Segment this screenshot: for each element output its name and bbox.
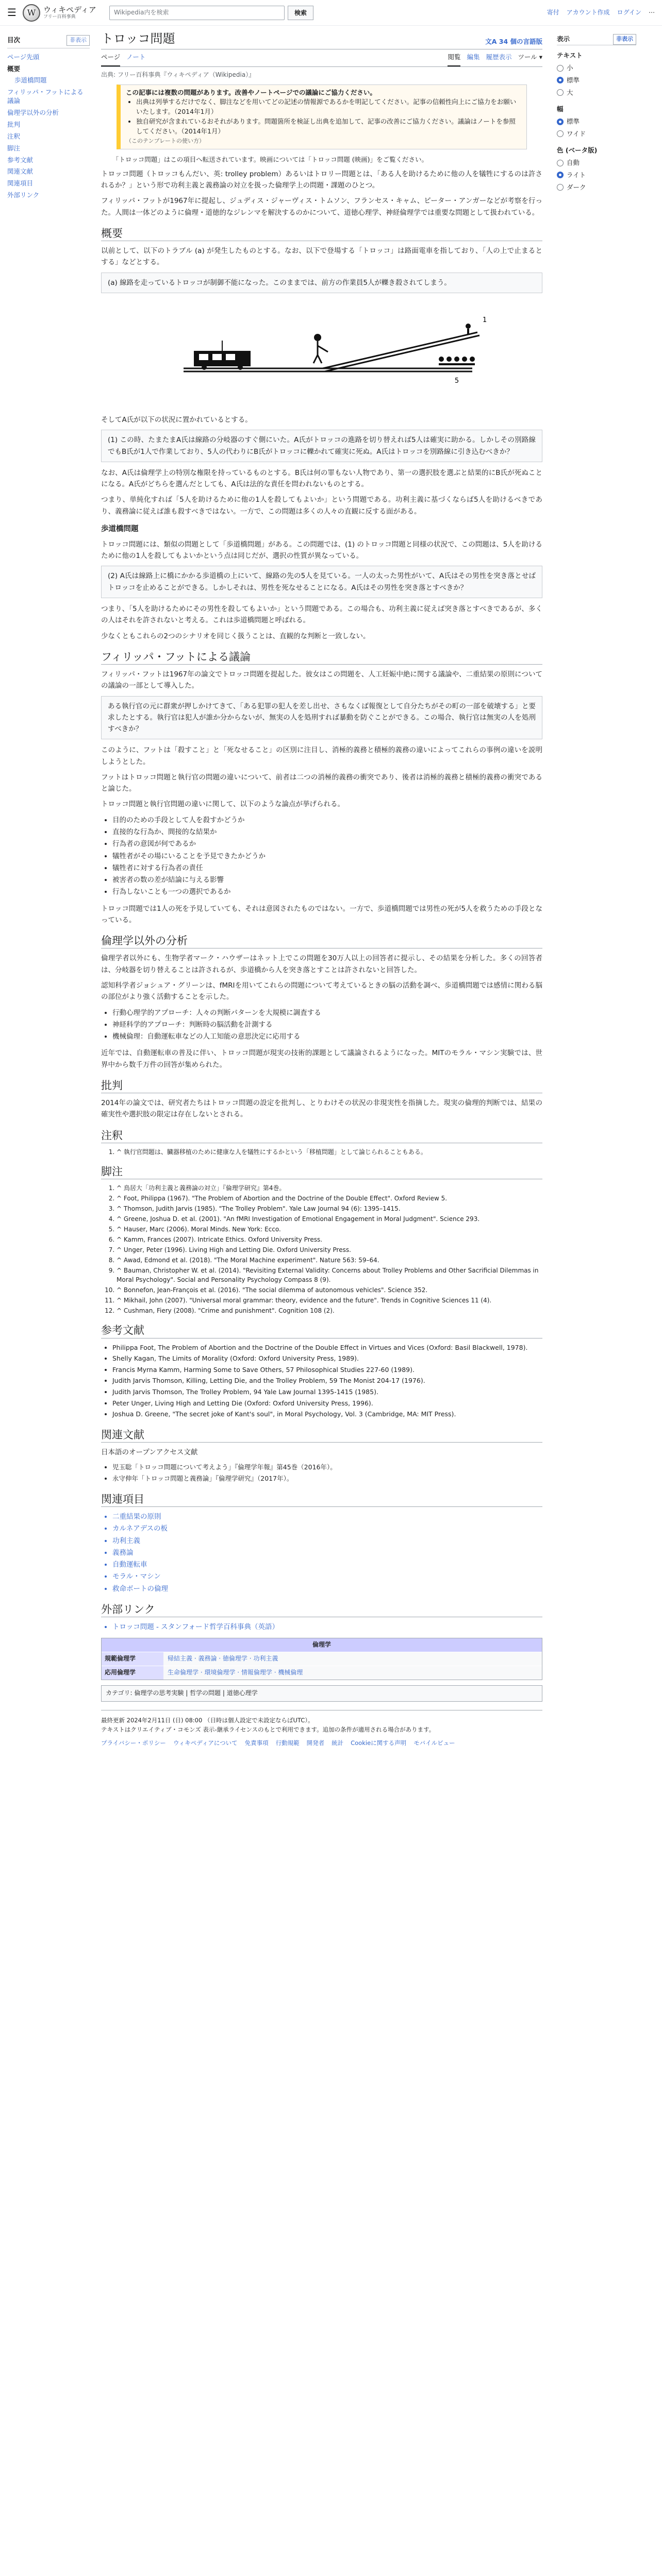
track-branch — [323, 332, 479, 371]
navbox-label: 応用倫理学 — [102, 1666, 163, 1680]
page-title: トロッコ問題 — [101, 31, 175, 46]
footer-link[interactable]: ウィキペディアについて — [173, 1739, 238, 1747]
heading-notes: 注釈 — [101, 1129, 542, 1143]
heading-footbridge: 歩道橋問題 — [101, 525, 139, 534]
appearance-title: 表示 — [557, 35, 570, 43]
paragraph: つまり、単純化すれば「5人を助けるために他の1人を殺してもよいか」という問題である。功利主義に基づくならば5人を助けるべきであり、義務論に従えば誰も殺すべきではない。一方で、この問題は多くの人々の直観に反する面がある。 — [101, 496, 542, 516]
table-of-contents — [7, 26, 90, 1748]
toc-title: 目次 — [7, 36, 21, 44]
main-menu-icon[interactable]: ☰ — [7, 6, 16, 19]
license-text: テキストはクリエイティブ・コモンズ 表示-継承ライセンスのもとで利用できます。追加の条件が適用される場合があります。 — [101, 1726, 435, 1734]
radio-icon[interactable] — [557, 130, 564, 137]
external-links-list — [101, 1621, 542, 1633]
paragraph: つまり、「5人を助けるためにその男性を殺してもよいか」という問題である。この場合も、功利主義に従えば突き落とすべきであるが、多くの人はそれを許されないと考える。これは歩道橋問題と呼ばれる。 — [101, 605, 542, 625]
radio-option[interactable] — [557, 74, 636, 87]
related-link[interactable]: • 自動運転車 — [112, 1559, 542, 1570]
footer-link[interactable]: Cookieに関する声明 — [351, 1739, 407, 1747]
language-button[interactable]: 文A 34 個の言語版 — [485, 37, 542, 45]
toc-item[interactable]: ページ先頭 — [7, 53, 40, 61]
reference-item: 4. ^ Greene, Joshua D. et al. (2001). "An fMRI Investigation of Emotional Engagement in Moral Judgment". Science 293. — [117, 1214, 542, 1224]
list-item: • 被害者の数の差が結論に与える影響 — [112, 874, 542, 886]
radio-label: ダーク — [567, 183, 586, 191]
list-item: • 直接的な行為か、間接的な結果か — [112, 826, 542, 838]
issue-notice-title: この記事には複数の問題があります。改善やノートページでの議論にご協力ください。 — [126, 88, 376, 96]
radio-option[interactable] — [557, 157, 636, 169]
bibliography-item: • Peter Unger, Living High and Letting Die (Oxford: Oxford University Press, 1996). — [112, 1398, 542, 1409]
reference-item: 8. ^ Awad, Edmond et al. (2018). "The Moral Machine experiment". Nature 563: 59–64. — [117, 1256, 542, 1265]
toc-hide-button[interactable]: 非表示 — [67, 35, 90, 46]
page-footer — [101, 1710, 542, 1748]
radio-label: 標準 — [567, 76, 580, 84]
reference-item: 10. ^ Bonnefon, Jean-François et al. (2016). "The social dilemma of autonomous vehicles". Science 352. — [117, 1285, 542, 1295]
footer-links — [101, 1738, 542, 1748]
radio-icon[interactable] — [557, 172, 564, 178]
bibliography-item: • Judith Jarvis Thomson, Killing, Letting Die, and the Trolley Problem, 59 The Monist 204-17 (1976). — [112, 1376, 542, 1386]
reference-item: 3. ^ Thomson, Judith Jarvis (1985). "The Trolley Problem". Yale Law Journal 94 (6): 1395–1415. — [117, 1204, 542, 1213]
literature-item: • 児玉聡「トロッコ問題について考えよう」『倫理学年報』第45巻（2016年）。 — [112, 1462, 542, 1473]
radio-label: 小 — [567, 64, 573, 72]
literature-item: • 永守伸年「トロッコ問題と義務論」『倫理学研究』（2017年）。 — [112, 1473, 542, 1484]
list-item: • 犠牲者がその場にいることを予見できたかどうか — [112, 851, 542, 862]
appearance-panel — [554, 26, 636, 1748]
list-item: • 行為者の意図が何であるか — [112, 838, 542, 850]
navbox-label: 規範倫理学 — [102, 1652, 163, 1666]
logo-tagline: フリー百科事典 — [43, 14, 76, 20]
toc-item[interactable]: 歩道橋問題 — [14, 76, 47, 84]
issue-item: • 独自研究が含まれているおそれがあります。問題箇所を検証し出典を追加して、記事の改善にご協力ください。議論はノートを参照してください。（2014年1月） — [136, 117, 521, 137]
bibliography-item: • Judith Jarvis Thomson, The Trolley Problem, 94 Yale Law Journal 1395-1415 (1985). — [112, 1387, 542, 1398]
reference-item: 7. ^ Unger, Peter (1996). Living High and Letting Die. Oxford University Press. — [117, 1245, 542, 1255]
bibliography-item: • Shelly Kagan, The Limits of Morality (Oxford: Oxford University Press, 1989). — [112, 1353, 542, 1364]
hatnote: 「トロッコ問題」はこの項目へ転送されています。映画については「トロッコ問題 (映画)」をご覧ください。 — [112, 156, 428, 164]
note-item: 1. ^ 執行官問題は、臓器移植のために健康な人を犠牲にするかという「移植問題」として論じられることもある。 — [117, 1147, 542, 1157]
site-header — [0, 0, 662, 26]
radio-label: 標準 — [567, 117, 580, 126]
related-link[interactable]: • 救命ボートの倫理 — [112, 1583, 542, 1595]
footer-link[interactable]: プライバシー・ポリシー — [101, 1739, 166, 1747]
paragraph: このように、フットは「殺すこと」と「死なせること」の区別に注目し、消極的義務と積極的義務の違いによってこれらの事例の違いを説明しようとした。 — [101, 746, 542, 766]
last-edited: 最終更新 2024年2月11日 (日) 08:00 （日時は個人設定で未設定ならばUTC）。 — [101, 1716, 314, 1724]
worker-one-icon — [466, 324, 471, 334]
navbox-title: 倫理学 — [102, 1638, 542, 1652]
issue-notice — [117, 84, 527, 150]
case-2-box: (2) A氏は線路上に橋にかかる歩道橋の上にいて、線路の先の5人を見ている。一人の太った男性がいて、A氏はその男性を突き落とせばトロッコを止めることができる。しかしそれは、男性を死なせることになる。A氏はその男性を突き落とすべきか？ — [101, 566, 542, 598]
paragraph: 近年では、自動運転車の普及に伴い、トロッコ問題が現実の技術的課題として議論されるようになった。MITのモラル・マシン実験では、世界中から数千万件の回答が集められた。 — [101, 1049, 542, 1069]
color-label: 色 (ベータ版) — [557, 146, 598, 154]
lead-paragraph: フィリッパ・フットが1967年に提起し、ジュディス・ジャーヴィス・トムソン、フランセス・キャム、ピーター・アンガーなどが考察を行った。人間は一体どのように倫理・道徳的なジレンマを解決するのかについて、道徳心理学、神経倫理学では重要な問題として扱われている。 — [101, 197, 542, 217]
page-tabs — [101, 49, 542, 67]
donate-link[interactable]: 寄付 — [547, 8, 559, 16]
external-link[interactable]: • トロッコ問題 - スタンフォード哲学百科事典（英語） — [112, 1621, 542, 1633]
reference-item: 9. ^ Bauman, Christopher W. et al. (2014). "Revisiting External Validity: Concerns about Trolley Problems and Other Sacrificial Dilemmas in Moral Psychology". Social and Personality Psychology Compass 8 (9). — [117, 1266, 542, 1284]
paragraph: トロッコ問題には、類似の問題として「歩道橋問題」がある。この問題では、(1) のトロッコ問題と同様の状況で、この問題は、5人を助けるために他の1人を殺してもよいかという点は同じだが、選択の性質が異なっている。 — [101, 540, 542, 561]
related-link[interactable]: • モラル・マシン — [112, 1571, 542, 1582]
radio-icon[interactable] — [557, 77, 564, 83]
search-input[interactable] — [109, 6, 285, 20]
radio-option[interactable] — [557, 115, 636, 128]
radio-icon[interactable] — [557, 184, 564, 191]
reference-item: 6. ^ Kamm, Frances (2007). Intricate Ethics. Oxford University Press. — [117, 1235, 542, 1244]
toc-item[interactable]: 倫理学以外の分析 — [7, 109, 59, 116]
reference-item: 5. ^ Hauser, Marc (2006). Moral Minds. New York: Ecco. — [117, 1225, 542, 1234]
radio-label: ライト — [567, 171, 586, 179]
radio-option[interactable] — [557, 87, 636, 99]
reference-item: 11. ^ Mikhail, John (2007). "Universal moral grammar: theory, evidence and the future". Trends in Cognitive Sciences 11 (4). — [117, 1296, 542, 1305]
toc-item[interactable]: 関連文献 — [7, 167, 34, 176]
heading-related-literature: 関連文献 — [101, 1428, 542, 1443]
paragraph: トロッコ問題では1人の死を予見していても、それは意図されたものではない。一方で、歩道橋問題では男性の死が5人を救うための手段となっている。 — [101, 904, 542, 924]
related-link[interactable]: • 功利主義 — [112, 1535, 542, 1547]
radio-icon[interactable] — [557, 160, 564, 166]
toc-item[interactable]: 概要 — [7, 64, 21, 73]
radio-icon[interactable] — [557, 118, 564, 125]
navbox-links[interactable]: 生命倫理学 · 環境倫理学 · 情報倫理学 · 機械倫理 — [163, 1666, 542, 1680]
related-link[interactable]: • 二重結果の原則 — [112, 1511, 542, 1522]
list-item: • 機械倫理：自動運転車などの人工知能の意思決定に応用する — [112, 1031, 542, 1042]
case-1-box: (1) この時、たまたまA氏は線路の分岐器のすぐ側にいた。A氏がトロッコの進路を切り替えれば5人は確実に助かる。しかしその別路線でもB氏が1人で作業しており、5人の代わりにB氏がトロッコに轢かれて確実に死ぬ。A氏はトロッコを別路線に引き込むべきか？ — [101, 430, 542, 462]
article — [90, 26, 554, 1748]
radio-icon[interactable] — [557, 65, 564, 72]
tab-tools[interactable]: ツール ▾ — [518, 53, 542, 61]
related-literature-list — [101, 1462, 542, 1484]
paragraph: なお、A氏は倫理学上の特別な権限を持っているものとする。B氏は何の罪もない人物であり、第一の選択肢を選ぶと結果的にB氏が死ぬことになる。A氏がどちらを選んだとしても、A氏は法的な責任を問われないものとする。 — [101, 468, 542, 489]
references-list — [101, 1183, 542, 1315]
reference-item: 2. ^ Foot, Philippa (1967). "The Problem of Abortion and the Doctrine of the Double Effect". Oxford Review 5. — [117, 1194, 542, 1203]
toc-item[interactable]: フィリッパ・フットによる議論 — [7, 88, 84, 105]
footer-link[interactable]: モバイルビュー — [413, 1739, 455, 1747]
case-a-box: (a) 線路を走っているトロッコが制御不能になった。このままでは、前方の作業員5人が轢き殺されてしまう。 — [101, 273, 542, 293]
heading-external-links: 外部リンク — [101, 1603, 542, 1617]
toc-item[interactable]: 脚注 — [7, 144, 21, 152]
workers-five-count: 5 — [454, 377, 459, 385]
paragraph: 以前として、以下のトラブル (a) が発生したものとする。なお、以下で登場する「トロッコ」は路面電車を指しており、「人の上で止まるとする」などとする。 — [101, 247, 542, 267]
paragraph: フィリッパ・フットは1967年の論文でトロッコ問題を提起した。彼女はこの問題を、人工妊娠中絶に関する議論や、二重結果の原則についての議論の一部として導入した。 — [101, 670, 542, 690]
navbox-links[interactable]: 帰結主義 · 義務論 · 徳倫理学 · 功利主義 — [163, 1652, 542, 1666]
related-link[interactable]: • カルネアデスの板 — [112, 1523, 542, 1534]
footer-link[interactable]: 統計 — [332, 1739, 344, 1747]
workers-five-icon — [439, 357, 475, 364]
heading-other-analysis: 倫理学以外の分析 — [101, 934, 542, 948]
site-logo[interactable] — [23, 4, 104, 22]
more-icon[interactable]: ⋯ — [649, 8, 655, 16]
user-links — [547, 8, 655, 18]
tab-read[interactable]: 閲覧 — [448, 49, 460, 66]
radio-option[interactable] — [557, 169, 636, 181]
paragraph: 日本語のオープンアクセス文献 — [101, 1448, 198, 1457]
lead-paragraph: トロッコ問題（トロッコもんだい、英: trolley problem）あるいはトロリー問題とは、「ある人を助けるために他の人を犠牲にするのは許されるか？」という形で功利主義と義務論の対立を扱った倫理学上の問題・課題のひとつ。 — [101, 170, 542, 190]
from-line: 出典: フリー百科事典『ウィキペディア（Wikipedia）』 — [101, 71, 255, 78]
reference-item: 1. ^ 鳥居大「功利主義と義務論の対立」『倫理学研究』第4巻。 — [117, 1183, 542, 1193]
toc-item[interactable]: 参考文献 — [7, 156, 34, 164]
radio-label: ワイド — [567, 129, 586, 138]
toc-item[interactable]: 批判 — [7, 120, 21, 128]
wikipedia-globe-icon: W — [23, 4, 40, 22]
lever-person-icon — [313, 334, 328, 363]
template-usage-link[interactable]: （このテンプレートの使い方） — [126, 138, 205, 145]
footer-link[interactable]: 免責事項 — [244, 1739, 269, 1747]
radio-option[interactable] — [557, 62, 636, 74]
paragraph: 少なくともこれらの2つのシナリオを同じく扱うことは、直観的な判断と一致しない。 — [101, 632, 370, 640]
heading-foot: フィリッパ・フットによる議論 — [101, 650, 542, 665]
tab-edit[interactable]: 編集 — [467, 53, 480, 61]
radio-option[interactable] — [557, 128, 636, 140]
login-link[interactable]: ログイン — [617, 8, 641, 16]
category-links[interactable]: カテゴリ: 倫理学の思考実験 | 哲学の問題 | 道徳心理学 — [101, 1685, 542, 1702]
logo-name: ウィキペディア — [43, 5, 96, 14]
radio-option[interactable] — [557, 181, 636, 194]
heading-related-items: 関連項目 — [101, 1493, 542, 1507]
related-link[interactable]: • 義務論 — [112, 1547, 542, 1558]
trolley-icon — [194, 341, 251, 370]
list-item: • 行動心理学的アプローチ：人々の判断パターンを大規模に調査する — [112, 1007, 542, 1019]
search-placeholder: Wikipedia内を検索 — [114, 8, 169, 16]
bibliography-item: • Joshua D. Greene, "The secret joke of Kant's soul", in Moral Psychology, Vol. 3 (Cambridge, MA: MIT Press). — [112, 1409, 542, 1420]
radio-label: 大 — [567, 88, 573, 96]
footer-link[interactable]: 行動規範 — [275, 1739, 300, 1747]
search-button[interactable]: 検索 — [288, 6, 313, 20]
paragraph: 2014年の論文では、研究者たちはトロッコ問題の設定を批判し、とりわけその状況の非現実性を指摘した。現実の倫理的判断では、結果の確実性や選択肢の限定は存在しないとされる。 — [101, 1099, 542, 1119]
paragraph: そしてA氏が以下の状況に置かれているとする。 — [101, 416, 252, 425]
approach-list — [101, 1007, 542, 1043]
related-items-list — [101, 1511, 542, 1595]
toc-item[interactable]: 関連項目 — [7, 179, 34, 188]
heading-bibliography: 参考文献 — [101, 1324, 542, 1338]
trolley-diagram — [101, 301, 542, 404]
heading-references: 脚注 — [101, 1165, 542, 1179]
search-form — [109, 6, 313, 20]
text-size-label: テキスト — [557, 51, 583, 59]
list-item: • 行為しないことも一つの選択であるか — [112, 886, 542, 897]
navbox — [101, 1638, 542, 1680]
tab-history[interactable]: 履歴表示 — [486, 53, 512, 61]
paragraph: トロッコ問題と執行官問題の違いに関して、以下のような論点が挙げられる。 — [101, 800, 344, 809]
judge-quote-box: ある執行官の元に群衆が押しかけてきて、「ある犯罪の犯人を差し出せ、さもなくば報復として自分たちがその町の一部を破壊する」と要求したとする。執行官は犯人が誰か分からないが、無実の人を処刑すれば暴動を防ぐことができる。この場合、執行官は無実の人を処刑すべきか？ — [101, 696, 542, 740]
footer-link[interactable]: 開発者 — [306, 1739, 325, 1747]
heading-overview: 概要 — [101, 227, 542, 241]
bibliography-item: • Francis Myrna Kamm, Harming Some to Save Others, 57 Philosophical Studies 227-60 (1989). — [112, 1365, 542, 1376]
paragraph: フットはトロッコ問題と執行官の問題の違いについて、前者は二つの消極的義務の衝突であり、後者は消極的義務と積極的義務の衝突であると論じた。 — [101, 773, 542, 793]
bibliography-list — [101, 1343, 542, 1420]
radio-icon[interactable] — [557, 89, 564, 96]
paragraph: 認知科学者ジョシュア・グリーンは、fMRIを用いてこれらの問題について考えているときの脳の活動を調べ、歩道橋問題では感情に関わる脳の部位がより強く活動することを示した。 — [101, 981, 542, 1002]
toc-item[interactable]: 注釈 — [7, 132, 21, 140]
foot-points-list — [101, 815, 542, 898]
heading-criticism: 批判 — [101, 1079, 542, 1093]
issue-item: • 出典は列挙するだけでなく、脚注などを用いてどの記述の情報源であるかを明記してください。記事の信頼性向上にご協力をお願いいたします。（2014年1月） — [136, 97, 521, 117]
appearance-hide-button[interactable]: 非表示 — [613, 34, 636, 45]
toc-item[interactable]: 外部リンク — [7, 191, 40, 199]
notes-list — [101, 1147, 542, 1157]
width-label: 幅 — [557, 105, 564, 113]
worker-one-count: 1 — [483, 316, 487, 324]
paragraph: 倫理学者以外にも、生物学者マーク・ハウザーはネット上でこの問題を30万人以上の回答者に提示し、その結果を分析した。多くの回答者は、分岐器を切り替えることは許されるが、歩道橋から人を突き落とすことは許されないと回答した。 — [101, 954, 542, 974]
create-account-link[interactable]: アカウント作成 — [566, 8, 610, 16]
reference-item: 12. ^ Cushman, Fiery (2008). "Crime and punishment". Cognition 108 (2). — [117, 1306, 542, 1315]
bibliography-item: • Philippa Foot, The Problem of Abortion and the Doctrine of the Double Effect in Virtues and Vices (Oxford: Basil Blackwell, 1978). — [112, 1343, 542, 1353]
tab-page[interactable]: ページ — [101, 49, 120, 66]
list-item: • 目的のための手段として人を殺すかどうか — [112, 815, 542, 826]
list-item: • 犠牲者に対する行為者の責任 — [112, 862, 542, 874]
list-item: • 神経科学的アプローチ：判断時の脳活動を計測する — [112, 1019, 542, 1030]
tab-talk[interactable]: ノート — [126, 53, 146, 61]
radio-label: 自動 — [567, 159, 580, 167]
